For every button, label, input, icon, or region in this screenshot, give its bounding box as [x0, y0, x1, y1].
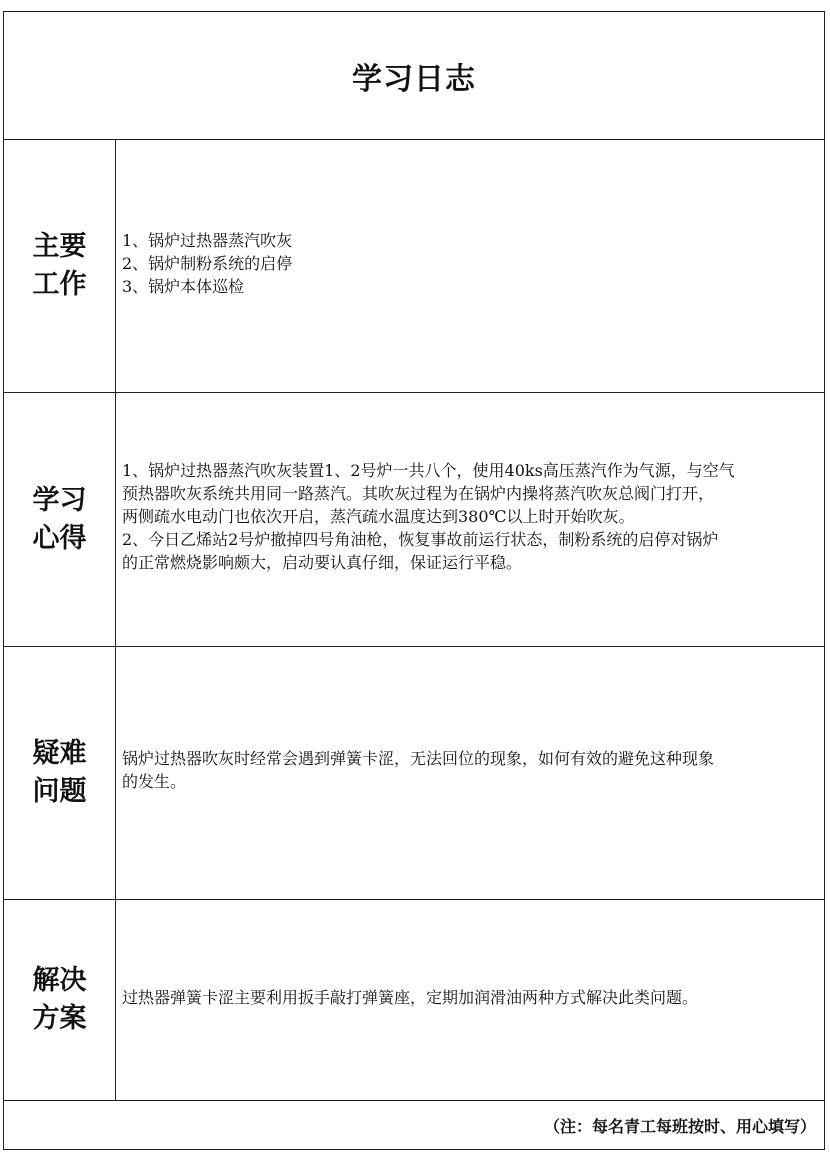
log-sheet — [3, 11, 825, 1150]
section-label-cell — [4, 393, 116, 646]
section-content-cell — [117, 900, 824, 1100]
section-label: 主要 工作 — [32, 231, 87, 300]
section-learning-notes — [4, 393, 824, 647]
section-content-cell — [117, 393, 824, 646]
title-row — [4, 12, 824, 140]
section-content: 锅炉过热器吹灰时经常会遇到弹簧卡涩，无法回位的现象，如何有效的避免这种现象 的发生。 — [122, 749, 715, 791]
section-label: 疑难 问题 — [32, 738, 87, 807]
section-label-cell — [4, 647, 116, 899]
section-label: 学习 心得 — [32, 484, 87, 554]
section-label-cell — [4, 900, 116, 1100]
page-title: 学习日志 — [352, 61, 476, 97]
section-solution — [4, 900, 824, 1101]
section-content: 1、锅炉过热器蒸汽吹灰装置1、2号炉一共八个，使用40ks高压蒸汽作为气源，与空气 预热器吹灰系统共用同一路蒸汽。其吹灰过程为在锅炉内操将蒸汽吹灰总阀门打开， 两侧疏水电动门也依次开启，蒸汽疏水温度达到380℃以上时开始吹灰。 2、今日乙烯站2号炉撤掉四号角油枪，恢复事故前运行状态，制粉系统的启停对锅炉 的正常燃烧影响颇大，启动要认真仔细，保证运行平稳。 — [122, 461, 735, 572]
section-label: 解决 方案 — [32, 965, 87, 1034]
footer-row — [4, 1101, 824, 1149]
footer-note: （注：每名青工每班按时、用心填写） — [543, 1116, 816, 1136]
section-label-cell — [4, 140, 116, 392]
section-content: 1、锅炉过热器蒸汽吹灰 2、锅炉制粉系统的启停 3、锅炉本体巡检 — [122, 230, 293, 296]
section-difficult-problems — [4, 647, 824, 900]
section-content-cell — [117, 647, 824, 899]
section-content: 过热器弹簧卡涩主要利用扳手敲打弹簧座，定期加润滑油两种方式解决此类问题。 — [122, 987, 699, 1007]
section-content-cell — [117, 140, 824, 392]
section-main-work — [4, 140, 824, 393]
